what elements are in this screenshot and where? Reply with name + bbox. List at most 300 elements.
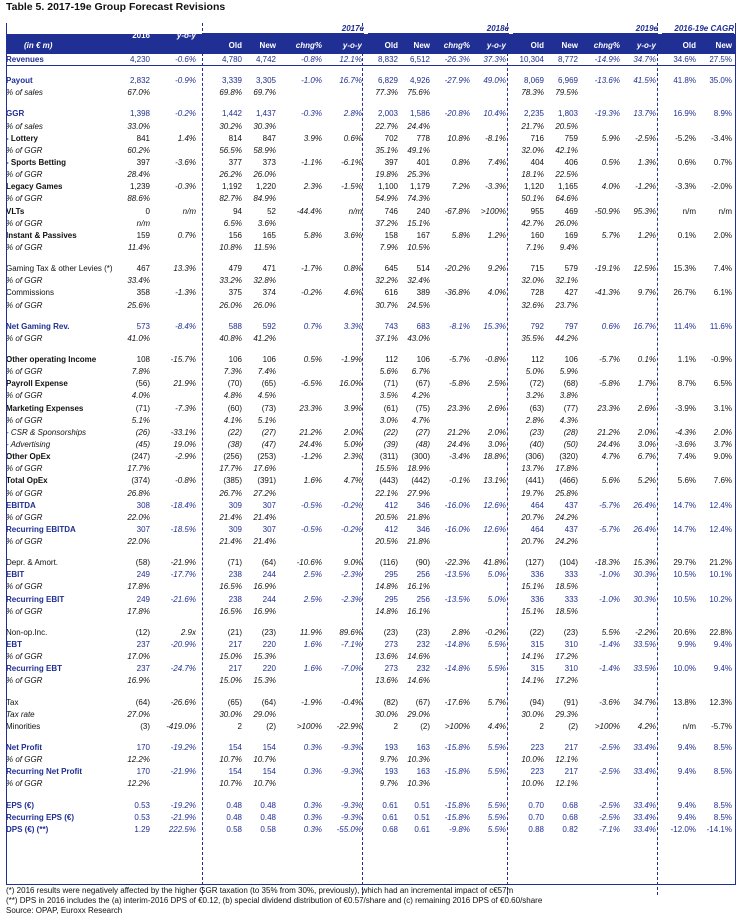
cell: 16.5% — [219, 606, 242, 616]
cell: 3.3% — [343, 321, 362, 331]
cell: 4.2% — [411, 391, 430, 401]
cell: -0.8% — [485, 354, 506, 364]
cell: 4.7% — [343, 476, 362, 486]
cell: -20.2% — [444, 264, 470, 274]
cell: 17.2% — [555, 676, 578, 686]
cell: 2.0% — [637, 427, 656, 437]
cell: (70) — [227, 379, 242, 389]
cell: 32.4% — [407, 276, 430, 286]
row-label: % of GGR — [6, 276, 43, 286]
cell: -9.3% — [341, 767, 362, 777]
cell: 30.3% — [253, 121, 276, 131]
cell: 8,832 — [377, 55, 398, 64]
cell: 0.68 — [382, 824, 398, 834]
cell: 346 — [416, 524, 430, 534]
cell: -1.2% — [301, 452, 322, 462]
cell: 401 — [416, 157, 430, 167]
cell: 11.9% — [299, 627, 322, 637]
table-row — [6, 390, 736, 402]
cell: 2.6% — [487, 403, 506, 413]
cell: 9.4% — [677, 743, 696, 753]
cell: 10.5% — [673, 570, 696, 580]
cell: -1.0% — [599, 570, 620, 580]
table-row — [6, 300, 736, 312]
row-label: % of GGR — [6, 415, 43, 425]
row-label: % of GGR — [6, 218, 43, 228]
cell: 106 — [262, 354, 276, 364]
cell: (65) — [261, 379, 276, 389]
cell: 13.1% — [483, 476, 506, 486]
cell: 244 — [262, 594, 276, 604]
cell: 237 — [136, 664, 150, 674]
cell: 814 — [228, 133, 242, 143]
cell: 15.1% — [521, 606, 544, 616]
cell: 27.9% — [407, 488, 430, 498]
cell: 10.7% — [253, 755, 276, 765]
cell: 16.9% — [127, 676, 150, 686]
cell: (28) — [563, 427, 578, 437]
cell: (23) — [261, 627, 276, 637]
cell: 7.4% — [677, 452, 696, 462]
cell: 377 — [228, 157, 242, 167]
cell: 256 — [416, 594, 430, 604]
cell: -419.0% — [166, 721, 196, 731]
cell: 573 — [136, 321, 150, 331]
cell: 2.0% — [713, 230, 732, 240]
row-label: - Advertising — [6, 439, 51, 449]
cell: (22) — [529, 627, 544, 637]
cell: -2.3% — [341, 570, 362, 580]
cell: 4.0% — [487, 288, 506, 298]
cell: 3.8% — [559, 391, 578, 401]
cell: -5.8% — [449, 379, 470, 389]
cell: 77.3% — [375, 88, 398, 98]
table-row — [6, 263, 736, 275]
table-row — [6, 697, 736, 709]
cell: 217 — [228, 664, 242, 674]
cell: (23) — [415, 627, 430, 637]
table-row — [6, 275, 736, 287]
cell: -5.7% — [599, 524, 620, 534]
cell: 158 — [384, 230, 398, 240]
cell: 18.5% — [555, 582, 578, 592]
cell: -1.3% — [175, 288, 196, 298]
cell: 232 — [416, 664, 430, 674]
cell: 5.5% — [487, 767, 506, 777]
cell: 94 — [233, 206, 242, 216]
cell: 26.8% — [127, 488, 150, 498]
cell: 165 — [262, 230, 276, 240]
row-label: GGR — [6, 109, 25, 119]
cell: n/m — [682, 206, 696, 216]
cell: 4.4% — [487, 721, 506, 731]
cell: 1.6% — [303, 664, 322, 674]
cell: 29.7% — [673, 558, 696, 568]
cell: 32.1% — [555, 276, 578, 286]
table-row — [6, 439, 736, 451]
cell: 9.0% — [343, 558, 362, 568]
cell: 333 — [564, 594, 578, 604]
cell: 1,398 — [129, 109, 150, 119]
cell: -8.1% — [485, 133, 506, 143]
table-row — [6, 778, 736, 790]
cell: 33.4% — [633, 767, 656, 777]
cell: -15.8% — [444, 767, 470, 777]
row-label: % of GGR — [6, 300, 43, 310]
cell: 7.6% — [713, 476, 732, 486]
cell: 310 — [564, 664, 578, 674]
cell: 232 — [416, 640, 430, 650]
cell: 26.0% — [253, 300, 276, 310]
cell: -3.3% — [675, 182, 696, 192]
cell: (300) — [411, 452, 430, 462]
cell: n/m — [348, 206, 362, 216]
table-row — [6, 512, 736, 524]
cell: 3.9% — [343, 403, 362, 413]
cell: -18.4% — [170, 500, 196, 510]
cell: -5.7% — [449, 354, 470, 364]
cell: 0.61 — [414, 824, 430, 834]
row-label: % of GGR — [6, 194, 43, 204]
cell: -21.9% — [170, 767, 196, 777]
cell: (374) — [131, 476, 150, 486]
cell: 18.8% — [483, 452, 506, 462]
cell: 12.3% — [709, 697, 732, 707]
cell: 21.4% — [219, 537, 242, 547]
cell: 373 — [262, 157, 276, 167]
row-label: % of GGR — [6, 582, 43, 592]
table-row — [6, 54, 736, 66]
cell: 6.5% — [713, 379, 732, 389]
table-row — [6, 824, 736, 836]
cell: 237 — [136, 640, 150, 650]
cell: (71) — [383, 379, 398, 389]
cell: -20.8% — [444, 109, 470, 119]
row-spacer — [6, 548, 736, 557]
row-label: % of GGR — [6, 606, 43, 616]
cell: 24.5% — [407, 300, 430, 310]
col-yoy-2019: y-o-y — [636, 41, 656, 50]
cell: 14.8% — [375, 606, 398, 616]
cell: 67.0% — [127, 88, 150, 98]
cell: -2.9% — [175, 452, 196, 462]
cell: -26.6% — [170, 697, 196, 707]
table-row — [6, 451, 736, 463]
cell: 10.5% — [673, 594, 696, 604]
cell: -0.3% — [175, 182, 196, 192]
cell: -21.9% — [170, 812, 196, 822]
cell: 28.4% — [127, 170, 150, 180]
group-2019e: 2019e — [513, 23, 658, 34]
cell: -17.7% — [170, 570, 196, 580]
cell: 308 — [136, 500, 150, 510]
cell: 23.7% — [555, 300, 578, 310]
cell: 2,235 — [523, 109, 544, 119]
table-row — [6, 581, 736, 593]
cell: 1,120 — [523, 182, 544, 192]
cell: 0.3% — [303, 743, 322, 753]
cell: (64) — [261, 558, 276, 568]
row-label: Legacy Games — [6, 182, 63, 192]
cell: 0.5% — [601, 157, 620, 167]
cell: 222.5% — [168, 824, 196, 834]
cell: 310 — [564, 640, 578, 650]
cell: 792 — [530, 321, 544, 331]
header-groups — [6, 23, 736, 34]
cell: -18.3% — [594, 558, 620, 568]
cell: 11.4% — [673, 321, 696, 331]
cell: 1.2% — [637, 230, 656, 240]
cell: -5.7% — [599, 500, 620, 510]
cell: n/m — [718, 206, 732, 216]
footnote-1: (*) 2016 results were negatively affected by the higher GGR taxation (to 35% from 30%, previously), which had an incremental impact of c€57m — [6, 886, 514, 895]
cell: -3.9% — [675, 403, 696, 413]
cell: 2.0% — [487, 427, 506, 437]
cell: 26.0% — [555, 218, 578, 228]
cell: -21.9% — [170, 558, 196, 568]
cell: (27) — [415, 427, 430, 437]
row-spacer — [6, 733, 736, 742]
cell: 5.8% — [451, 230, 470, 240]
cell: 30.0% — [375, 709, 398, 719]
cell: 21.2% — [597, 427, 620, 437]
cell: 6.1% — [713, 288, 732, 298]
cell: 10.7% — [253, 779, 276, 789]
cell: (77) — [563, 403, 578, 413]
cell: (64) — [261, 697, 276, 707]
cell: 17.8% — [555, 464, 578, 474]
cell: 6,969 — [557, 76, 578, 86]
table-row — [6, 524, 736, 536]
table-row — [6, 87, 736, 99]
cell: -6.1% — [341, 157, 362, 167]
cell: 69.7% — [253, 88, 276, 98]
cell: 15.3% — [673, 264, 696, 274]
cell: 37.3% — [483, 55, 506, 64]
cell: 256 — [416, 570, 430, 580]
cell: 16.9% — [673, 109, 696, 119]
cell: 841 — [136, 133, 150, 143]
cell: -6.5% — [301, 379, 322, 389]
cell: -55.0% — [336, 824, 362, 834]
cell: 5.0% — [343, 439, 362, 449]
cell: 12.1% — [555, 755, 578, 765]
cell: (71) — [135, 403, 150, 413]
cell: 32.0% — [521, 276, 544, 286]
cell: 58.9% — [253, 145, 276, 155]
cell: (64) — [135, 697, 150, 707]
cell: (320) — [559, 452, 578, 462]
cell: 15.3% — [253, 676, 276, 686]
cell: 471 — [262, 264, 276, 274]
row-label: % of GGR — [6, 367, 43, 377]
cell: (247) — [131, 452, 150, 462]
row-label: % of GGR — [6, 145, 43, 155]
cell: 26.4% — [633, 524, 656, 534]
cell: 33.0% — [127, 121, 150, 131]
cell: 5.5% — [487, 664, 506, 674]
table-row — [6, 742, 736, 754]
cell: (311) — [379, 452, 398, 462]
cell: -1.5% — [341, 182, 362, 192]
cell: 32.6% — [521, 300, 544, 310]
cell: 1.6% — [303, 476, 322, 486]
table-row — [6, 206, 736, 218]
table-row — [6, 721, 736, 733]
cell: 41.8% — [673, 76, 696, 86]
cell: 743 — [384, 321, 398, 331]
cell: 295 — [384, 570, 398, 580]
col-chng-2017: chng% — [295, 41, 322, 50]
cell: 1.29 — [134, 824, 150, 834]
cell: 21.2% — [299, 427, 322, 437]
group-2018e: 2018e — [368, 23, 509, 34]
cell: 16.7% — [339, 76, 362, 86]
cell: -3.6% — [175, 157, 196, 167]
table-row — [6, 627, 736, 639]
col-old-2017: Old — [228, 41, 242, 50]
cell: 1.4% — [177, 133, 196, 143]
col-old-2019: Old — [530, 41, 544, 50]
cell: 24.2% — [555, 512, 578, 522]
cell: 1,437 — [255, 109, 276, 119]
cell: 0.48 — [260, 800, 276, 810]
cell: 1,220 — [255, 182, 276, 192]
cell: 26.0% — [219, 300, 242, 310]
cell: 19.0% — [173, 439, 196, 449]
row-label: Recurring EBT — [6, 664, 63, 674]
cell: 249 — [136, 594, 150, 604]
table-row — [6, 475, 736, 487]
cell: -2.5% — [599, 800, 620, 810]
cell: 18.1% — [521, 170, 544, 180]
cell: 467 — [136, 264, 150, 274]
cell: 2.5% — [303, 570, 322, 580]
cell: -5.7% — [599, 354, 620, 364]
row-spacer — [6, 345, 736, 354]
cell: -1.4% — [599, 664, 620, 674]
cell: 24.4% — [447, 439, 470, 449]
cell: 0.58 — [226, 824, 242, 834]
group-2017e: 2017e — [202, 23, 364, 34]
cell: 0.1% — [637, 354, 656, 364]
cell: 26.7% — [673, 288, 696, 298]
cell: 14.8% — [375, 582, 398, 592]
cell: 169 — [564, 230, 578, 240]
cell: 21.8% — [407, 512, 430, 522]
cell: -5.2% — [675, 133, 696, 143]
cell: 9.4% — [713, 640, 732, 650]
cell: 375 — [228, 288, 242, 298]
row-label: Recurring Net Profit — [6, 767, 83, 777]
cell: 10.1% — [709, 570, 732, 580]
cell: 27.2% — [253, 488, 276, 498]
cell: 23.3% — [447, 403, 470, 413]
table-row — [6, 133, 736, 145]
cell: 0.70 — [528, 812, 544, 822]
row-spacer — [6, 312, 736, 321]
cell: 1.7% — [637, 379, 656, 389]
cell: 34.7% — [633, 697, 656, 707]
row-label: % of GGR — [6, 676, 43, 686]
cell: 21.8% — [407, 537, 430, 547]
cell: 25.6% — [127, 300, 150, 310]
cell: 17.6% — [253, 464, 276, 474]
row-label: % of GGR — [6, 170, 43, 180]
cell: 13.6% — [375, 652, 398, 662]
cell: -41.3% — [594, 288, 620, 298]
cell: 3.0% — [487, 439, 506, 449]
cell: 29.0% — [407, 709, 430, 719]
cell: 16.0% — [339, 379, 362, 389]
cell: 4.0% — [601, 182, 620, 192]
cell: 20.7% — [521, 512, 544, 522]
cell: 8.5% — [713, 767, 732, 777]
cell: 10.3% — [407, 779, 430, 789]
cell: 464 — [530, 500, 544, 510]
cell: 23.3% — [299, 403, 322, 413]
cell: 479 — [228, 264, 242, 274]
cell: -15.7% — [170, 354, 196, 364]
cell: 220 — [262, 640, 276, 650]
cell: 16.5% — [219, 582, 242, 592]
cell: 0 — [145, 206, 150, 216]
cell: -0.2% — [175, 109, 196, 119]
cell: 5.0% — [487, 570, 506, 580]
cell: 728 — [530, 288, 544, 298]
cell: 2 — [393, 721, 398, 731]
cell: 42.7% — [521, 218, 544, 228]
table-row — [6, 193, 736, 205]
table-row — [6, 169, 736, 181]
cell: (61) — [383, 403, 398, 413]
cell: -3.6% — [599, 697, 620, 707]
cell: -2.5% — [599, 767, 620, 777]
row-label: % of GGR — [6, 537, 43, 547]
cell: 716 — [530, 133, 544, 143]
cell: 7.9% — [379, 242, 398, 252]
cell: 0.58 — [260, 824, 276, 834]
cell: -9.3% — [341, 812, 362, 822]
col-yoy-2017: y-o-y — [342, 41, 362, 50]
cell: (23) — [529, 427, 544, 437]
table-row — [6, 321, 736, 333]
cell: 315 — [530, 664, 544, 674]
cell: 41.2% — [253, 333, 276, 343]
cell: 33.4% — [127, 276, 150, 286]
cell: 13.3% — [173, 264, 196, 274]
row-label: Other operating Income — [6, 354, 97, 364]
cell: (104) — [559, 558, 578, 568]
cell: 333 — [564, 570, 578, 580]
cell: 15.3% — [483, 321, 506, 331]
cell: 5.6% — [677, 476, 696, 486]
cell: 170 — [136, 767, 150, 777]
cell: (23) — [563, 627, 578, 637]
cell: 6.5% — [223, 218, 242, 228]
table-row — [6, 488, 736, 500]
cell: 17.8% — [127, 606, 150, 616]
table-row — [6, 366, 736, 378]
cell: -0.2% — [485, 627, 506, 637]
cell: -67.8% — [444, 206, 470, 216]
cell: (26) — [135, 427, 150, 437]
cell: 21.4% — [219, 512, 242, 522]
cell: 15.0% — [219, 676, 242, 686]
cell: n/m — [682, 721, 696, 731]
cell: -12.0% — [670, 824, 696, 834]
cell: 40.8% — [219, 333, 242, 343]
